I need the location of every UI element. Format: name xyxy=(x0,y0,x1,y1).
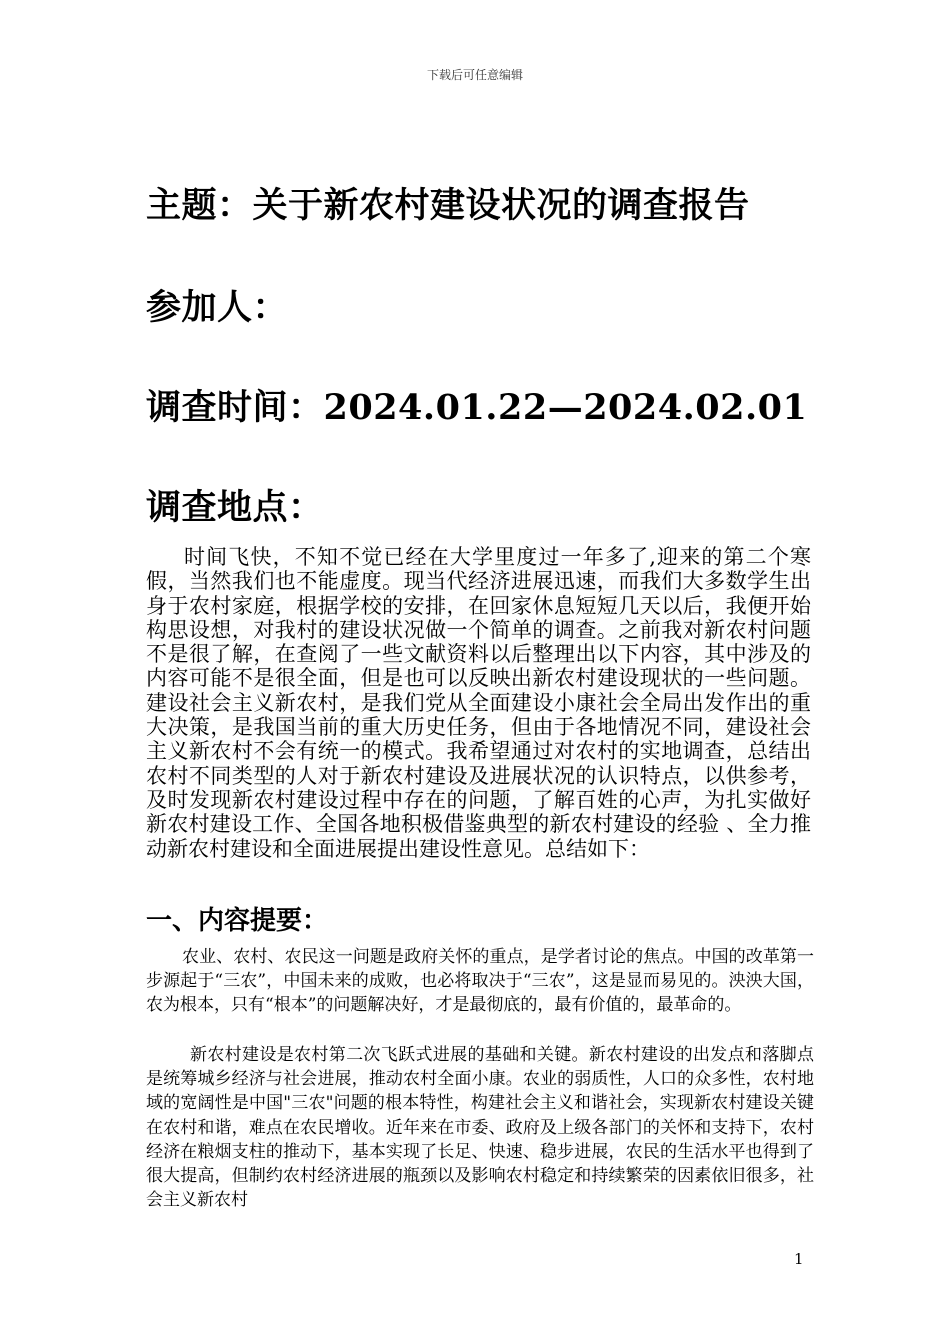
survey-place-heading: 调查地点： xyxy=(146,487,324,528)
intro-paragraph: 时间飞快，不知不觉已经在大学里度过一年多了,迎来的第二个寒假，当然我们也不能虚度。现当代经济进展迅速，而我们大多数学生出身于农村家庭，根据学校的安排，在回家休息短短几天以后，我便开始构思设想，对我村的建设状况做一个简单的调查。之前我对新农村问题不是很了解，在查阅了一些文献资料以后整理出以下内容，其中涉及的内容可能不是很全面，但是也可以反映出新农村建设现状的一些问题。建设社会主义新农村，是我们党从全面建设小康社会全局出发作出的重大决策，是我国当前的重大历史任务，但由于各地情况不同，建设社会主义新农村不会有统一的模式。我希望通过对农村的实地调查，总结出农村不同类型的人对于新农村建设及进展状况的认识特点，以供参考，及时发现新农村建设过程中存在的问题，了解百姓的心声，为扎实做好新农村建设工作、全国各地积极借鉴典型的新农村建设的经验 、全力推动新农村建设和全面进展提出建设性意见。总结如下： xyxy=(146,545,811,861)
report-topic-heading: 主题：关于新农村建设状况的调查报告 xyxy=(146,185,750,226)
summary-paragraph-1: 农业、农村、农民这一问题是政府关怀的重点，是学者讨论的焦点。中国的改革第一步源起于“三农”，中国未来的成败，也必将取决于“三农”，这是显而易见的。泱泱大国，农为根本，只有“根本”的问题解决好，才是最彻底的，最有价值的，最革命的。 xyxy=(146,947,814,1016)
survey-time-heading: 调查时间：2024.01.22—2024.02.01 xyxy=(146,387,808,428)
page-number: 1 xyxy=(794,1250,804,1268)
summary-paragraph-2: 新农村建设是农村第二次飞跃式进展的基础和关键。新农村建设的出发点和落脚点是统筹城乡经济与社会进展，推动农村全面小康。农业的弱质性，人口的众多性，农村地域的宽阔性是中国"三农"问题的根本特性，构建社会主义和谐社会，实现新农村建设关键在农村和谐，难点在农民增收。近年来在市委、政府及上级各部门的关怀和支持下，农村经济在粮烟支柱的推动下，基本实现了长足、快速、稳步进展，农民的生活水平也得到了很大提高，但制约农村经济进展的瓶颈以及影响农村稳定和持续繁荣的因素依旧很多，社会主义新农村 xyxy=(146,1045,814,1211)
participants-heading: 参加人： xyxy=(146,287,289,328)
section-title-summary: 一、内容提要： xyxy=(146,906,329,936)
header-note: 下载后可任意编辑 xyxy=(426,68,523,82)
